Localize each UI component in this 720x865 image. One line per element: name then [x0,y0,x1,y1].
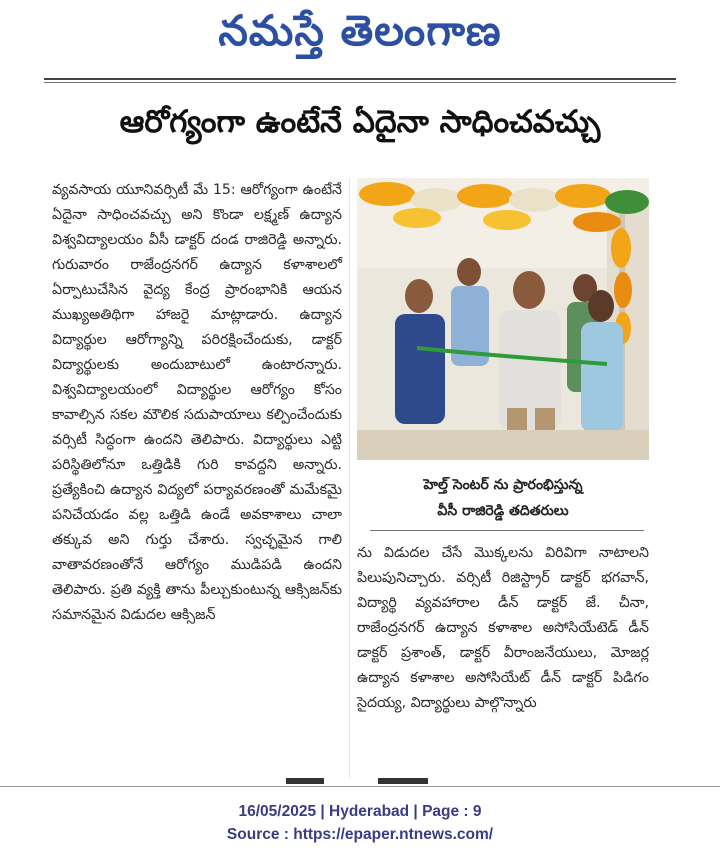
column-divider [349,178,350,778]
masthead-rule-thin [44,82,676,83]
photo-caption-line-1: హెల్త్ సెంటర్ ను ప్రారంభిస్తున్న [423,477,583,493]
article-paragraph-left: వ్యవసాయ యూనివర్సిటీ మే 15: ఆరోగ్యంగా ఉంటేనే ఏదైనా సాధించవచ్చు అని కొండా లక్ష్మణ్ ఉద్యాన విశ్వవిద్యాలయం వీసీ డాక్టర్ దండ రాజిరెడ్డి అన్నారు. గురువారం రాజేంద్రనగర్ ఉద్యాన కళాశాలలో ఏర్పాటుచేసిన వైద్య కేంద్ర ప్రారంభానికి ఆయన ముఖ్యఅతిథిగా హాజరై మాట్లాడారు. ఉద్యాన విద్యార్థుల ఆరోగ్యాన్ని పరిరక్షించేందుకు, డాక్టర్ విద్యార్థులకు అందుబాటులో ఉంటారన్నారు. విశ్వవిద్యాలయంలో విద్యార్థుల ఆరోగ్యం కోసం కావాల్సిన సకల మౌలిక సదుపాయాలు కల్పించేందుకు వర్సిటీ సిద్ధంగా ఉందని తెలిపారు. విద్యార్థులు ఎట్టి పరిస్థితిలోనూ ఒత్తిడికి గురి కావద్దని అన్నారు. ప్రత్యేకించి ఉద్యాన విద్యలో పర్యావరణంతో మమేకమై పనిచేయడం వల్ల ఒత్తిడి ఉండే అవకాశాలు చాలా తక్కువ అని గుర్తు చేశారు. స్వచ్ఛమైన గాలి వాతావరణంతోనే ఆరోగ్యం ముడిపడి ఉందని తెలిపారు. ప్రతి వ్యక్తి తాను పీల్చుకుంటున్న ఆక్సిజన్‌కు సమానమైన విడుదల ఆక్సిజన్ [52,182,342,623]
footer-source-line: Source : https://epaper.ntnews.com/ [226,826,494,843]
news-photo [357,178,649,460]
article-body-left-column [52,178,342,628]
caption-rule [370,530,644,531]
clipping-edge-mark [378,778,428,784]
article-headline: ఆరోగ్యంగా ఉంటేనే ఏదైనా సాధించవచ్చు [119,104,601,140]
footer-rule [0,786,720,787]
photo-caption [357,472,649,524]
clipping-edge-mark [286,778,324,784]
footer-date-line: 16/05/2025 | Hyderabad | Page : 9 [238,803,482,820]
masthead-rule [44,78,676,80]
article-paragraph-right: ను విడుదల చేసే మొక్కలను విరివిగా నాటాలని పిలుపునిచ్చారు. వర్సిటీ రిజిస్ట్రార్ డాక్టర్ భగవాన్, విద్యార్థి వ్యవహారాల డీన్ డాక్టర్ జే. చీనా, రాజేంద్రనగర్ ఉద్యాన కళాశాల అసోసియేటెడ్ డీన్ డాక్టర్ ప్రశాంత్, డాక్టర్ వీరాంజనేయులు, మోజర్ల ఉద్యాన కళాశాల అసోసియేట్ డీన్ డాక్టర్ పిడిగం సైదయ్య, విద్యార్థులు పాల్గొన్నారు [357,545,649,711]
newspaper-masthead: నమస్తే తెలంగాణ [218,6,502,55]
inauguration-photo-illustration [357,178,649,460]
article-body-right-column [357,541,649,716]
photo-caption-line-2: వీసీ రాజిరెడ్డి తదితరులు [437,503,569,519]
